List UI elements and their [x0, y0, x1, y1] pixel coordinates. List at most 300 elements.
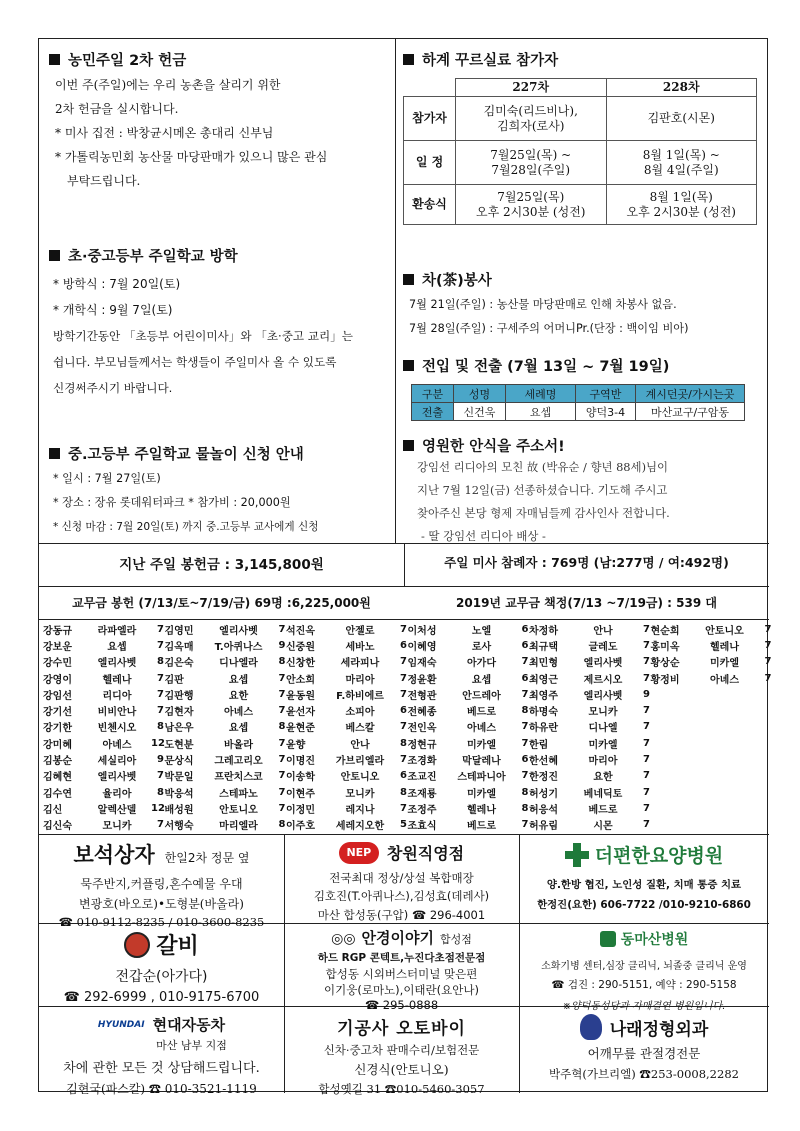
- payer-row: [408, 800, 529, 816]
- payer-row: [165, 637, 286, 653]
- payer-row: [43, 817, 164, 833]
- payer-baptismal-name: 가브리엘라: [335, 756, 385, 768]
- payer-baptismal-name: 세바노: [345, 641, 375, 653]
- payer-count: 6: [521, 754, 529, 766]
- payer-row: [529, 751, 650, 767]
- payer-count: 7: [157, 705, 164, 717]
- payer-count: 8: [521, 786, 529, 798]
- row-label: 환송식: [404, 185, 456, 225]
- payer-baptismal-name: 마리아: [588, 756, 618, 768]
- payer-row: [529, 702, 650, 718]
- payer-count: 7: [764, 672, 772, 684]
- payer-row: [165, 686, 286, 702]
- payer-count: 7: [521, 656, 529, 668]
- payer-name: 정윤환: [407, 674, 437, 686]
- text-line: - 딸 강임선 리디아 배상 -: [421, 529, 546, 543]
- phone-icon: ☎: [63, 990, 84, 1005]
- payer-baptismal-name: 프란치스코: [214, 772, 263, 784]
- payer-name: 강임선: [43, 690, 72, 702]
- waterplay-body: [49, 467, 394, 539]
- text-line: 이번 주(주일)에는 우리 농촌을 살리기 위한: [55, 78, 281, 92]
- payer-baptismal-name: 엘리사벳: [583, 690, 623, 702]
- payer-baptismal-name: 베네딕토: [583, 788, 623, 800]
- ad-line: 검진 : 290-5151, 예약 : 290-5158: [567, 979, 737, 991]
- payer-baptismal-name: 안젤로: [345, 625, 375, 637]
- glasses-icon: ◎◎: [331, 931, 356, 947]
- ad-line: 차에 관한 모든 것 상담해드립니다.: [63, 1061, 260, 1076]
- section-title: 영원한 안식을 주소서!: [403, 435, 765, 456]
- payer-row: [286, 654, 407, 670]
- ad-title: 기공사 오토바이: [337, 1019, 466, 1039]
- payer-name: 석진옥: [286, 625, 315, 637]
- payer-name: 최영근: [529, 674, 558, 686]
- payer-row: [43, 751, 164, 767]
- ad-line: 마산 합성동(구압) ☎ 296-4001: [317, 908, 486, 922]
- payer-baptismal-name: 제르시오: [583, 674, 623, 686]
- payer-count: 7: [643, 770, 650, 782]
- payer-name: 임재숙: [407, 658, 437, 670]
- payer-name: 서행숙: [164, 821, 194, 833]
- payer-count: 7: [157, 623, 164, 635]
- divider: [39, 619, 769, 620]
- text-line: 2차 헌금을 실시합니다.: [55, 102, 179, 116]
- payer-count: 7: [643, 786, 650, 798]
- table-cell: 김미숙(리드비나), 김희자(로사): [456, 97, 607, 141]
- payer-baptismal-name: 헬레나: [102, 674, 132, 686]
- square-bullet-icon: [403, 360, 414, 371]
- payer-row: [408, 817, 529, 833]
- payer-name: 도현분: [164, 739, 194, 751]
- payer-baptismal-name: 막달레나: [462, 756, 501, 768]
- ad-line: 양.한방 협진, 노인성 질환, 치매 통증 치료: [546, 879, 742, 891]
- payer-name: 김판행: [164, 690, 194, 702]
- payer-row: [651, 654, 772, 670]
- payer-row: [529, 621, 650, 637]
- dues-set-total: 2019년 교무금 책정(7/13 ~7/19금) : 539 대: [456, 596, 717, 610]
- ad-line: 전국최대 정상/상설 복합매장: [329, 871, 474, 885]
- payer-count: 7: [643, 705, 650, 717]
- payer-name: 문상식: [164, 756, 194, 768]
- payer-row: [408, 768, 529, 784]
- payer-name: 박문일: [164, 772, 194, 784]
- payer-count: 7: [643, 754, 650, 766]
- payer-baptismal-name: 요셉: [107, 641, 127, 653]
- payer-count: 7: [157, 639, 164, 651]
- payer-count: 7: [643, 623, 650, 635]
- ad-line: 묵주반지,커플링,혼수예물 우대: [80, 877, 243, 891]
- ad-title: 보석상자: [73, 843, 155, 867]
- section-title: 초·중고등부 주일학교 방학: [49, 245, 394, 266]
- sundayschool-body: [49, 271, 394, 401]
- payer-count: 7: [643, 639, 650, 651]
- payer-name: 이처성: [407, 625, 437, 637]
- payer-row: [529, 654, 650, 670]
- payer-baptismal-name: 요셉: [228, 674, 249, 686]
- text-line: 찾아주신 본당 형제 자매님들께 감사인사 전합니다.: [417, 506, 670, 520]
- payer-count: 7: [278, 623, 286, 635]
- payer-name: 강수민: [43, 658, 72, 670]
- payer-row: [43, 670, 164, 686]
- payer-name: 최민형: [529, 658, 558, 670]
- payer-row: [43, 735, 164, 751]
- payer-name: 차정하: [529, 625, 558, 637]
- payer-row: [408, 670, 529, 686]
- payer-row: [43, 686, 164, 702]
- ad-line: 소화기병 센터,심장 클리닉, 뇌졸중 클리닉 운영: [541, 961, 747, 972]
- table-cell: 신건욱: [454, 403, 506, 421]
- ad-galbi: [39, 929, 284, 1005]
- payer-row: [408, 702, 529, 718]
- payer-row: [165, 719, 286, 735]
- payer-row: [408, 735, 529, 751]
- payer-count: 7: [400, 688, 407, 700]
- payer-count: 6: [400, 639, 407, 651]
- payer-row: [286, 735, 407, 751]
- payer-row: [43, 637, 164, 653]
- payer-baptismal-name: 모니카: [102, 821, 132, 833]
- payer-row: [529, 768, 650, 784]
- payer-name: 조정주: [407, 804, 437, 816]
- payers-column: [408, 621, 529, 833]
- payer-baptismal-name: 미카엘: [467, 788, 496, 800]
- payer-row: [286, 621, 407, 637]
- payer-baptismal-name: 요셉: [471, 674, 492, 686]
- payer-count: 7: [643, 819, 650, 831]
- ad-line: 신경식(안토니오): [354, 1062, 449, 1077]
- table-cell: 김판호(시몬): [606, 97, 757, 141]
- payer-count: 8: [278, 656, 286, 668]
- payer-count: 7: [278, 705, 286, 717]
- payer-name: 이명진: [286, 756, 315, 768]
- payer-row: [408, 719, 529, 735]
- text-line: 신경써주시기 바랍니다.: [53, 381, 173, 395]
- payers-column: [529, 621, 650, 833]
- ad-title: 갈비: [156, 933, 199, 959]
- payer-baptismal-name: 베스칼: [345, 723, 375, 735]
- payers-column: [286, 621, 407, 833]
- payer-row: [165, 751, 286, 767]
- payer-name: 김판: [164, 674, 184, 686]
- payer-baptismal-name: 아가다: [467, 658, 496, 670]
- payer-row: [165, 702, 286, 718]
- payer-name: 이주호: [286, 821, 315, 833]
- payer-count: 7: [764, 639, 772, 651]
- payer-name: 허성기: [529, 788, 558, 800]
- phone-icon: ☎: [58, 915, 77, 929]
- payer-baptismal-name: 미카엘: [467, 739, 496, 751]
- square-bullet-icon: [49, 54, 60, 65]
- payer-count: 7: [521, 819, 529, 831]
- payer-count: 12: [151, 802, 165, 814]
- payer-row: [651, 637, 772, 653]
- ad-line: 이기웅(로마노),이태란(요안나): [324, 983, 479, 997]
- payer-count: 7: [278, 770, 286, 782]
- payer-baptismal-name: 글레도: [588, 641, 618, 653]
- payer-baptismal-name: 세레지오한: [335, 821, 385, 833]
- payer-count: 8: [400, 737, 407, 749]
- payer-baptismal-name: 안드레아: [462, 690, 501, 702]
- payer-row: [651, 670, 772, 686]
- move-table: [411, 384, 745, 421]
- payer-count: 7: [764, 623, 772, 635]
- ad-motorcycle: [284, 1014, 519, 1097]
- payer-row: [286, 768, 407, 784]
- table-corner: [404, 79, 456, 97]
- ad-line: 295-0888: [382, 998, 439, 1012]
- table-header: 구분: [412, 385, 454, 403]
- payer-name: 윤향: [286, 739, 306, 751]
- ad-nursing-hospital: [519, 841, 769, 911]
- payer-count: 7: [643, 672, 650, 684]
- payer-name: 이송학: [286, 772, 315, 784]
- bulletin-page: [38, 38, 772, 1096]
- ad-line: 김현국(파스칼) ☎ 010-3521-1119: [66, 1082, 257, 1096]
- payer-baptismal-name: 그레고리오: [214, 756, 263, 768]
- table-header: 계시던곳/가시는곳: [636, 385, 745, 403]
- divider: [39, 834, 769, 835]
- payer-baptismal-name: 스테파노: [219, 788, 258, 800]
- payer-count: 7: [278, 786, 286, 798]
- row-label: 참가자: [404, 97, 456, 141]
- phone-icon: ☎: [364, 998, 383, 1012]
- payer-count: 7: [400, 754, 407, 766]
- payer-row: [43, 702, 164, 718]
- payer-name: 최규택: [529, 641, 558, 653]
- payer-baptismal-name: 아녜스: [710, 674, 739, 686]
- payer-name: 조교진: [407, 772, 437, 784]
- cross-logo-icon: [565, 843, 589, 867]
- payer-row: [165, 670, 286, 686]
- payer-name: 김은숙: [164, 658, 194, 670]
- payer-count: 7: [400, 721, 407, 733]
- payer-count: 7: [278, 672, 286, 684]
- payer-row: [43, 784, 164, 800]
- payer-baptismal-name: 마리엘라: [219, 821, 258, 833]
- mascot-icon: [580, 1014, 602, 1040]
- payer-baptismal-name: 안토니오: [340, 772, 380, 784]
- text-line: * 가톨릭농민회 농산물 마당판매가 있으니 많은 관심: [55, 150, 328, 164]
- table-header: 구역반: [576, 385, 636, 403]
- payer-row: [529, 784, 650, 800]
- ad-nep: [284, 841, 519, 923]
- payer-baptismal-name: 베드로: [467, 821, 496, 833]
- payer-count: 8: [521, 705, 529, 717]
- column-divider: [395, 39, 396, 543]
- payer-baptismal-name: 마리아: [345, 674, 375, 686]
- payer-count: 7: [278, 737, 286, 749]
- row-label: 일 정: [404, 141, 456, 185]
- section-title: 농민주일 2차 헌금: [49, 49, 389, 70]
- payer-baptismal-name: 디나엘: [588, 723, 618, 735]
- payer-row: [529, 637, 650, 653]
- text-line: 지난 7월 12일(금) 선종하셨습니다. 기도해 주시고: [417, 483, 668, 497]
- ad-title: 더편한요양병원: [594, 845, 724, 867]
- payer-baptismal-name: T.아퀴나스: [214, 641, 263, 653]
- text-line: 방학기간동안 「초등부 어린이미사」와 「초·중고 교리」는: [53, 329, 353, 343]
- payer-name: 전혜종: [407, 707, 437, 719]
- farmers-body: [49, 73, 389, 193]
- payer-row: [529, 719, 650, 735]
- text-line: 부탁드립니다.: [67, 174, 141, 188]
- payer-count: 7: [400, 802, 407, 814]
- payer-count: 7: [521, 688, 529, 700]
- payer-count: 9: [278, 639, 286, 651]
- payer-name: 신중원: [286, 641, 315, 653]
- payer-count: 8: [157, 656, 164, 668]
- payer-name: 김옥매: [164, 641, 194, 653]
- payer-baptismal-name: 엘리사벳: [97, 772, 137, 784]
- payer-row: [651, 621, 772, 637]
- table-header: 227차: [456, 79, 607, 97]
- payer-baptismal-name: 요한: [593, 772, 613, 784]
- ad-line: 신차·중고차 판매수리/보험전문: [323, 1043, 480, 1057]
- ad-title: 창원직영점: [386, 844, 465, 863]
- ad-subtitle: 마산 남부 지점: [156, 1039, 227, 1052]
- sundayschool-section: [49, 245, 394, 401]
- ad-title: 동마산병원: [620, 932, 689, 948]
- payer-baptismal-name: 소피아: [345, 707, 375, 719]
- payer-name: 이정민: [286, 804, 315, 816]
- payer-count: 7: [278, 754, 286, 766]
- payer-baptismal-name: 세라피나: [340, 658, 380, 670]
- payer-name: 허유림: [529, 821, 558, 833]
- payer-baptismal-name: 리디아: [102, 690, 132, 702]
- payer-row: [286, 719, 407, 735]
- payer-count: 8: [278, 721, 286, 733]
- repose-section: [403, 435, 765, 548]
- payer-row: [286, 702, 407, 718]
- table-header: 성명: [454, 385, 506, 403]
- payer-count: 7: [643, 656, 650, 668]
- payer-row: [286, 686, 407, 702]
- payer-name: 윤동원: [286, 690, 315, 702]
- ad-orthopedic: [519, 1014, 769, 1082]
- payer-row: [165, 735, 286, 751]
- payer-count: 9: [157, 754, 164, 766]
- payer-baptismal-name: 빈첸시오: [97, 723, 137, 735]
- payer-baptismal-name: 안나: [350, 739, 370, 751]
- payer-baptismal-name: F.하비에르: [336, 690, 384, 702]
- payer-baptismal-name: 아녜스: [467, 723, 496, 735]
- payer-count: 7: [278, 802, 286, 814]
- payer-name: 박응석: [164, 788, 194, 800]
- payer-row: [408, 784, 529, 800]
- payer-count: 6: [400, 770, 407, 782]
- ad-hyundai: [39, 1014, 284, 1097]
- ad-title: 나래정형외과: [609, 1019, 709, 1040]
- payer-row: [529, 735, 650, 751]
- payer-row: [165, 654, 286, 670]
- ad-line: 합성옛길 31 ☎010-5460-3057: [318, 1082, 485, 1096]
- payer-baptismal-name: 아녜스: [224, 707, 253, 719]
- text-line: * 미사 집전 : 박창균시메온 총대리 신부님: [55, 126, 274, 140]
- payer-row: [43, 768, 164, 784]
- payer-row: [165, 784, 286, 800]
- section-title: 차(茶)봉사: [403, 269, 765, 290]
- payer-count: 7: [278, 688, 286, 700]
- text-line: * 개학식 : 9월 7일(토): [53, 303, 173, 317]
- table-cell: 7월25일(목) 오후 2시30분 (성전): [456, 185, 607, 225]
- payer-row: [165, 768, 286, 784]
- payer-baptismal-name: 레지나: [345, 804, 375, 816]
- attendance-total: 주일 미사 참례자 : 769명 (남:277명 / 여:492명): [444, 555, 729, 570]
- payer-name: 윤선자: [286, 707, 315, 719]
- payer-name: 하명숙: [529, 707, 558, 719]
- payer-baptismal-name: 헬레나: [467, 804, 496, 816]
- hyundai-logo-icon: HYUNDAI: [97, 1019, 145, 1030]
- payer-row: [165, 800, 286, 816]
- tea-section: [403, 269, 765, 341]
- square-bullet-icon: [403, 54, 414, 65]
- payer-row: [286, 817, 407, 833]
- payer-count: 7: [157, 672, 164, 684]
- payer-name: 조효식: [407, 821, 437, 833]
- ad-dongmasan-hospital: [519, 929, 769, 1012]
- ad-line: 한정진(요한) 606-7722 /010-9210-6860: [537, 899, 751, 911]
- payer-row: [286, 637, 407, 653]
- ad-line: 변광호(바오로)•도형분(바올라): [79, 897, 244, 911]
- payer-row: [43, 719, 164, 735]
- payer-name: 허응석: [529, 804, 558, 816]
- payer-count: 6: [400, 705, 407, 717]
- text-line: * 일시 : 7월 27일(토): [53, 472, 161, 485]
- square-bullet-icon: [49, 250, 60, 261]
- payer-row: [43, 654, 164, 670]
- payer-count: 7: [643, 721, 650, 733]
- ad-subtitle: 한일2차 정문 옆: [164, 851, 250, 865]
- text-line: 7월 28일(주일) : 구세주의 어머니Pr.(단장 : 백이임 비아): [409, 322, 689, 335]
- repose-body: [403, 456, 765, 548]
- payer-name: 현순희: [650, 625, 680, 637]
- summer-section: [403, 49, 763, 225]
- payer-count: 7: [157, 770, 164, 782]
- ad-line: ※양덕동성당과 자매결연 병원입니다.: [562, 1001, 726, 1012]
- payer-row: [286, 670, 407, 686]
- payer-name: 김봉순: [43, 756, 72, 768]
- table-cell: 양덕3-4: [576, 403, 636, 421]
- table-cell: 7월25일(목) ~ 7월28일(주일): [456, 141, 607, 185]
- payer-name: 하유란: [529, 723, 558, 735]
- payer-count: 6: [521, 623, 529, 635]
- ad-title: 현대자동차: [152, 1016, 226, 1034]
- payer-count: 8: [521, 802, 529, 814]
- payer-row: [43, 621, 164, 637]
- payer-name: 황정비: [650, 674, 680, 686]
- ad-line: 김호진(T.아퀴나스),김성효(데레사): [313, 889, 490, 903]
- payer-count: 7: [764, 656, 772, 668]
- payer-name: 이혜영: [407, 641, 437, 653]
- payer-row: [529, 800, 650, 816]
- ad-optical: [284, 927, 519, 1012]
- payer-count: 7: [157, 688, 164, 700]
- payer-baptismal-name: 로사: [471, 641, 492, 653]
- payer-row: [286, 784, 407, 800]
- payer-baptismal-name: 아녜스: [102, 739, 132, 751]
- square-bullet-icon: [403, 440, 414, 451]
- payer-count: 8: [157, 721, 164, 733]
- payer-baptismal-name: 세실리아: [97, 756, 137, 768]
- payer-count: 8: [400, 786, 407, 798]
- payer-name: 한림: [529, 739, 549, 751]
- payer-name: 강기한: [43, 723, 72, 735]
- payer-name: 배성원: [164, 804, 194, 816]
- payer-count: 6: [521, 639, 529, 651]
- payer-name: 강영이: [43, 674, 72, 686]
- section-title: 전입 및 전출 (7월 13일 ~ 7월 19일): [403, 355, 765, 376]
- section-title: 하계 꾸르실료 참가자: [403, 49, 763, 70]
- payer-baptismal-name: 스테파니아: [457, 772, 506, 784]
- ad-line: 하드 RGP 콘텍트,누진다초점전문점: [317, 952, 486, 964]
